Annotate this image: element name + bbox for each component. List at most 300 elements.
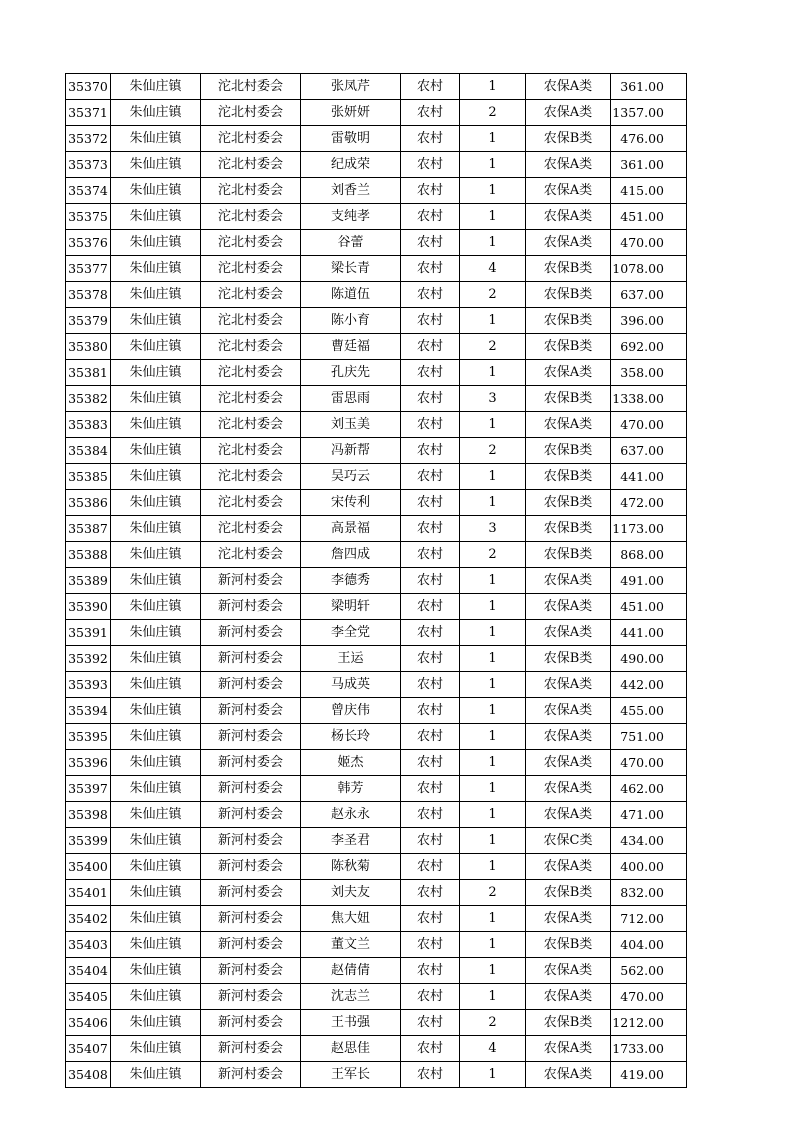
person-count: 1	[460, 672, 526, 698]
person-count: 1	[460, 958, 526, 984]
household-type: 农村	[401, 672, 460, 698]
table-row	[66, 542, 687, 568]
person-count: 1	[460, 1062, 526, 1088]
person-name: 赵思佳	[301, 1036, 401, 1062]
person-name: 梁长青	[301, 256, 401, 282]
table-row	[66, 698, 687, 724]
record-id: 35372	[66, 126, 111, 152]
person-count: 3	[460, 516, 526, 542]
household-type: 农村	[401, 1062, 460, 1088]
household-type: 农村	[401, 230, 460, 256]
town: 朱仙庄镇	[111, 542, 201, 568]
village-committee: 沱北村委会	[201, 204, 301, 230]
town: 朱仙庄镇	[111, 750, 201, 776]
person-name: 董文兰	[301, 932, 401, 958]
person-count: 2	[460, 880, 526, 906]
household-type: 农村	[401, 516, 460, 542]
record-id: 35397	[66, 776, 111, 802]
record-id: 35406	[66, 1010, 111, 1036]
village-committee: 新河村委会	[201, 620, 301, 646]
person-count: 2	[460, 542, 526, 568]
table-row	[66, 568, 687, 594]
household-type: 农村	[401, 646, 460, 672]
household-type: 农村	[401, 906, 460, 932]
record-id: 35405	[66, 984, 111, 1010]
town: 朱仙庄镇	[111, 906, 201, 932]
town: 朱仙庄镇	[111, 698, 201, 724]
village-committee: 沱北村委会	[201, 282, 301, 308]
village-committee: 沱北村委会	[201, 360, 301, 386]
village-committee: 新河村委会	[201, 802, 301, 828]
table-row	[66, 620, 687, 646]
record-id: 35399	[66, 828, 111, 854]
amount: 1212.00	[611, 1010, 687, 1036]
household-type: 农村	[401, 204, 460, 230]
amount: 451.00	[611, 204, 687, 230]
person-name: 刘夫友	[301, 880, 401, 906]
village-committee: 新河村委会	[201, 854, 301, 880]
town: 朱仙庄镇	[111, 412, 201, 438]
town: 朱仙庄镇	[111, 178, 201, 204]
village-committee: 新河村委会	[201, 1010, 301, 1036]
amount: 562.00	[611, 958, 687, 984]
town: 朱仙庄镇	[111, 100, 201, 126]
person-count: 1	[460, 308, 526, 334]
amount: 470.00	[611, 412, 687, 438]
record-id: 35400	[66, 854, 111, 880]
household-type: 农村	[401, 490, 460, 516]
person-name: 马成英	[301, 672, 401, 698]
amount: 361.00	[611, 152, 687, 178]
person-name: 孔庆先	[301, 360, 401, 386]
record-id: 35377	[66, 256, 111, 282]
village-committee: 新河村委会	[201, 932, 301, 958]
village-committee: 新河村委会	[201, 646, 301, 672]
insurance-class: 农保A类	[526, 74, 611, 100]
village-committee: 新河村委会	[201, 828, 301, 854]
household-type: 农村	[401, 724, 460, 750]
person-name: 杨长玲	[301, 724, 401, 750]
village-committee: 沱北村委会	[201, 464, 301, 490]
person-name: 刘玉美	[301, 412, 401, 438]
table-row	[66, 906, 687, 932]
person-name: 陈秋菊	[301, 854, 401, 880]
person-name: 沈志兰	[301, 984, 401, 1010]
insurance-class: 农保A类	[526, 958, 611, 984]
insurance-class: 农保B类	[526, 542, 611, 568]
insurance-class: 农保B类	[526, 516, 611, 542]
person-count: 1	[460, 74, 526, 100]
village-committee: 新河村委会	[201, 594, 301, 620]
table-row	[66, 672, 687, 698]
person-count: 1	[460, 464, 526, 490]
record-id: 35392	[66, 646, 111, 672]
insurance-class: 农保A类	[526, 1062, 611, 1088]
amount: 404.00	[611, 932, 687, 958]
insurance-class: 农保B类	[526, 386, 611, 412]
benefits-table	[65, 73, 687, 1088]
village-committee: 沱北村委会	[201, 412, 301, 438]
town: 朱仙庄镇	[111, 126, 201, 152]
person-name: 梁明轩	[301, 594, 401, 620]
record-id: 35395	[66, 724, 111, 750]
village-committee: 沱北村委会	[201, 490, 301, 516]
insurance-class: 农保A类	[526, 724, 611, 750]
insurance-class: 农保B类	[526, 646, 611, 672]
person-count: 3	[460, 386, 526, 412]
record-id: 35389	[66, 568, 111, 594]
person-name: 王运	[301, 646, 401, 672]
village-committee: 沱北村委会	[201, 74, 301, 100]
person-name: 李德秀	[301, 568, 401, 594]
record-id: 35391	[66, 620, 111, 646]
amount: 400.00	[611, 854, 687, 880]
amount: 358.00	[611, 360, 687, 386]
town: 朱仙庄镇	[111, 958, 201, 984]
insurance-class: 农保A类	[526, 802, 611, 828]
household-type: 农村	[401, 334, 460, 360]
amount: 471.00	[611, 802, 687, 828]
record-id: 35373	[66, 152, 111, 178]
record-id: 35402	[66, 906, 111, 932]
person-count: 1	[460, 360, 526, 386]
amount: 470.00	[611, 230, 687, 256]
village-committee: 沱北村委会	[201, 542, 301, 568]
person-count: 1	[460, 646, 526, 672]
amount: 472.00	[611, 490, 687, 516]
household-type: 农村	[401, 880, 460, 906]
town: 朱仙庄镇	[111, 1062, 201, 1088]
table-row	[66, 932, 687, 958]
record-id: 35401	[66, 880, 111, 906]
amount: 490.00	[611, 646, 687, 672]
household-type: 农村	[401, 802, 460, 828]
amount: 491.00	[611, 568, 687, 594]
person-count: 1	[460, 620, 526, 646]
town: 朱仙庄镇	[111, 308, 201, 334]
insurance-class: 农保A类	[526, 672, 611, 698]
household-type: 农村	[401, 438, 460, 464]
person-count: 1	[460, 126, 526, 152]
village-committee: 沱北村委会	[201, 100, 301, 126]
insurance-class: 农保B类	[526, 334, 611, 360]
insurance-class: 农保A类	[526, 178, 611, 204]
person-count: 1	[460, 906, 526, 932]
village-committee: 沱北村委会	[201, 334, 301, 360]
insurance-class: 农保A类	[526, 1036, 611, 1062]
amount: 462.00	[611, 776, 687, 802]
insurance-class: 农保B类	[526, 126, 611, 152]
village-committee: 沱北村委会	[201, 126, 301, 152]
town: 朱仙庄镇	[111, 568, 201, 594]
town: 朱仙庄镇	[111, 230, 201, 256]
town: 朱仙庄镇	[111, 490, 201, 516]
town: 朱仙庄镇	[111, 386, 201, 412]
person-count: 1	[460, 802, 526, 828]
household-type: 农村	[401, 100, 460, 126]
record-id: 35404	[66, 958, 111, 984]
record-id: 35386	[66, 490, 111, 516]
amount: 415.00	[611, 178, 687, 204]
record-id: 35408	[66, 1062, 111, 1088]
amount: 751.00	[611, 724, 687, 750]
person-name: 雷思雨	[301, 386, 401, 412]
village-committee: 新河村委会	[201, 1036, 301, 1062]
amount: 451.00	[611, 594, 687, 620]
amount: 712.00	[611, 906, 687, 932]
record-id: 35388	[66, 542, 111, 568]
benefits-table-body	[66, 74, 687, 1088]
town: 朱仙庄镇	[111, 438, 201, 464]
insurance-class: 农保B类	[526, 256, 611, 282]
insurance-class: 农保A类	[526, 594, 611, 620]
household-type: 农村	[401, 308, 460, 334]
amount: 361.00	[611, 74, 687, 100]
village-committee: 沱北村委会	[201, 230, 301, 256]
record-id: 35407	[66, 1036, 111, 1062]
household-type: 农村	[401, 932, 460, 958]
record-id: 35381	[66, 360, 111, 386]
amount: 637.00	[611, 438, 687, 464]
person-count: 1	[460, 724, 526, 750]
person-name: 詹四成	[301, 542, 401, 568]
amount: 434.00	[611, 828, 687, 854]
town: 朱仙庄镇	[111, 360, 201, 386]
person-name: 焦大妞	[301, 906, 401, 932]
town: 朱仙庄镇	[111, 984, 201, 1010]
person-count: 2	[460, 1010, 526, 1036]
person-name: 宋传利	[301, 490, 401, 516]
village-committee: 沱北村委会	[201, 256, 301, 282]
town: 朱仙庄镇	[111, 724, 201, 750]
household-type: 农村	[401, 282, 460, 308]
record-id: 35370	[66, 74, 111, 100]
person-count: 2	[460, 334, 526, 360]
person-name: 吴巧云	[301, 464, 401, 490]
insurance-class: 农保A类	[526, 906, 611, 932]
village-committee: 新河村委会	[201, 958, 301, 984]
amount: 441.00	[611, 620, 687, 646]
village-committee: 沱北村委会	[201, 386, 301, 412]
amount: 455.00	[611, 698, 687, 724]
household-type: 农村	[401, 568, 460, 594]
table-row	[66, 828, 687, 854]
person-name: 姬杰	[301, 750, 401, 776]
amount: 868.00	[611, 542, 687, 568]
amount: 832.00	[611, 880, 687, 906]
table-row	[66, 308, 687, 334]
amount: 692.00	[611, 334, 687, 360]
household-type: 农村	[401, 828, 460, 854]
record-id: 35380	[66, 334, 111, 360]
village-committee: 新河村委会	[201, 1062, 301, 1088]
village-committee: 新河村委会	[201, 672, 301, 698]
record-id: 35383	[66, 412, 111, 438]
household-type: 农村	[401, 750, 460, 776]
town: 朱仙庄镇	[111, 282, 201, 308]
village-committee: 新河村委会	[201, 750, 301, 776]
person-name: 刘香兰	[301, 178, 401, 204]
person-name: 李圣君	[301, 828, 401, 854]
town: 朱仙庄镇	[111, 932, 201, 958]
town: 朱仙庄镇	[111, 620, 201, 646]
household-type: 农村	[401, 1010, 460, 1036]
insurance-class: 农保B类	[526, 932, 611, 958]
table-row	[66, 646, 687, 672]
village-committee: 新河村委会	[201, 568, 301, 594]
table-row	[66, 438, 687, 464]
record-id: 35378	[66, 282, 111, 308]
record-id: 35394	[66, 698, 111, 724]
household-type: 农村	[401, 386, 460, 412]
person-count: 2	[460, 100, 526, 126]
household-type: 农村	[401, 542, 460, 568]
amount: 1078.00	[611, 256, 687, 282]
insurance-class: 农保A类	[526, 204, 611, 230]
table-row	[66, 412, 687, 438]
household-type: 农村	[401, 854, 460, 880]
person-name: 冯新帮	[301, 438, 401, 464]
amount: 476.00	[611, 126, 687, 152]
village-committee: 沱北村委会	[201, 438, 301, 464]
person-count: 1	[460, 750, 526, 776]
village-committee: 新河村委会	[201, 724, 301, 750]
insurance-class: 农保B类	[526, 282, 611, 308]
table-row	[66, 594, 687, 620]
table-row	[66, 282, 687, 308]
table-row	[66, 178, 687, 204]
person-name: 王书强	[301, 1010, 401, 1036]
table-row	[66, 386, 687, 412]
record-id: 35393	[66, 672, 111, 698]
person-name: 陈道伍	[301, 282, 401, 308]
table-row	[66, 984, 687, 1010]
person-name: 雷敬明	[301, 126, 401, 152]
insurance-class: 农保B类	[526, 308, 611, 334]
person-name: 谷蕾	[301, 230, 401, 256]
insurance-class: 农保A类	[526, 620, 611, 646]
person-count: 1	[460, 412, 526, 438]
household-type: 农村	[401, 464, 460, 490]
person-count: 1	[460, 230, 526, 256]
person-name: 张凤芹	[301, 74, 401, 100]
record-id: 35390	[66, 594, 111, 620]
insurance-class: 农保B类	[526, 490, 611, 516]
amount: 442.00	[611, 672, 687, 698]
table-row	[66, 750, 687, 776]
town: 朱仙庄镇	[111, 1036, 201, 1062]
table-row	[66, 958, 687, 984]
person-count: 1	[460, 204, 526, 230]
insurance-class: 农保B类	[526, 880, 611, 906]
household-type: 农村	[401, 152, 460, 178]
insurance-class: 农保A类	[526, 776, 611, 802]
town: 朱仙庄镇	[111, 594, 201, 620]
amount: 1173.00	[611, 516, 687, 542]
person-count: 1	[460, 490, 526, 516]
record-id: 35385	[66, 464, 111, 490]
table-row	[66, 1036, 687, 1062]
household-type: 农村	[401, 256, 460, 282]
person-count: 1	[460, 594, 526, 620]
household-type: 农村	[401, 698, 460, 724]
town: 朱仙庄镇	[111, 802, 201, 828]
insurance-class: 农保A类	[526, 152, 611, 178]
town: 朱仙庄镇	[111, 334, 201, 360]
household-type: 农村	[401, 178, 460, 204]
record-id: 35384	[66, 438, 111, 464]
amount: 470.00	[611, 750, 687, 776]
town: 朱仙庄镇	[111, 152, 201, 178]
insurance-class: 农保A类	[526, 698, 611, 724]
table-row	[66, 256, 687, 282]
table-row	[66, 490, 687, 516]
table-row	[66, 802, 687, 828]
household-type: 农村	[401, 776, 460, 802]
table-row	[66, 464, 687, 490]
amount: 419.00	[611, 1062, 687, 1088]
amount: 470.00	[611, 984, 687, 1010]
table-row	[66, 152, 687, 178]
household-type: 农村	[401, 360, 460, 386]
town: 朱仙庄镇	[111, 204, 201, 230]
amount: 441.00	[611, 464, 687, 490]
town: 朱仙庄镇	[111, 880, 201, 906]
record-id: 35379	[66, 308, 111, 334]
household-type: 农村	[401, 984, 460, 1010]
insurance-class: 农保B类	[526, 438, 611, 464]
household-type: 农村	[401, 1036, 460, 1062]
record-id: 35387	[66, 516, 111, 542]
insurance-class: 农保B类	[526, 464, 611, 490]
person-count: 1	[460, 984, 526, 1010]
table-row	[66, 1010, 687, 1036]
insurance-class: 农保A类	[526, 568, 611, 594]
table-row	[66, 100, 687, 126]
record-id: 35371	[66, 100, 111, 126]
household-type: 农村	[401, 412, 460, 438]
table-row	[66, 724, 687, 750]
person-name: 曹廷福	[301, 334, 401, 360]
household-type: 农村	[401, 620, 460, 646]
insurance-class: 农保A类	[526, 412, 611, 438]
table-row	[66, 360, 687, 386]
town: 朱仙庄镇	[111, 1010, 201, 1036]
table-row	[66, 74, 687, 100]
insurance-class: 农保A类	[526, 984, 611, 1010]
table-row	[66, 126, 687, 152]
village-committee: 沱北村委会	[201, 516, 301, 542]
record-id: 35375	[66, 204, 111, 230]
village-committee: 新河村委会	[201, 698, 301, 724]
table-row	[66, 516, 687, 542]
record-id: 35374	[66, 178, 111, 204]
amount: 396.00	[611, 308, 687, 334]
village-committee: 沱北村委会	[201, 152, 301, 178]
record-id: 35398	[66, 802, 111, 828]
person-name: 支纯孝	[301, 204, 401, 230]
village-committee: 新河村委会	[201, 906, 301, 932]
person-count: 1	[460, 776, 526, 802]
amount: 1357.00	[611, 100, 687, 126]
table-row	[66, 854, 687, 880]
household-type: 农村	[401, 74, 460, 100]
table-row	[66, 880, 687, 906]
town: 朱仙庄镇	[111, 464, 201, 490]
person-name: 韩芳	[301, 776, 401, 802]
town: 朱仙庄镇	[111, 256, 201, 282]
town: 朱仙庄镇	[111, 516, 201, 542]
